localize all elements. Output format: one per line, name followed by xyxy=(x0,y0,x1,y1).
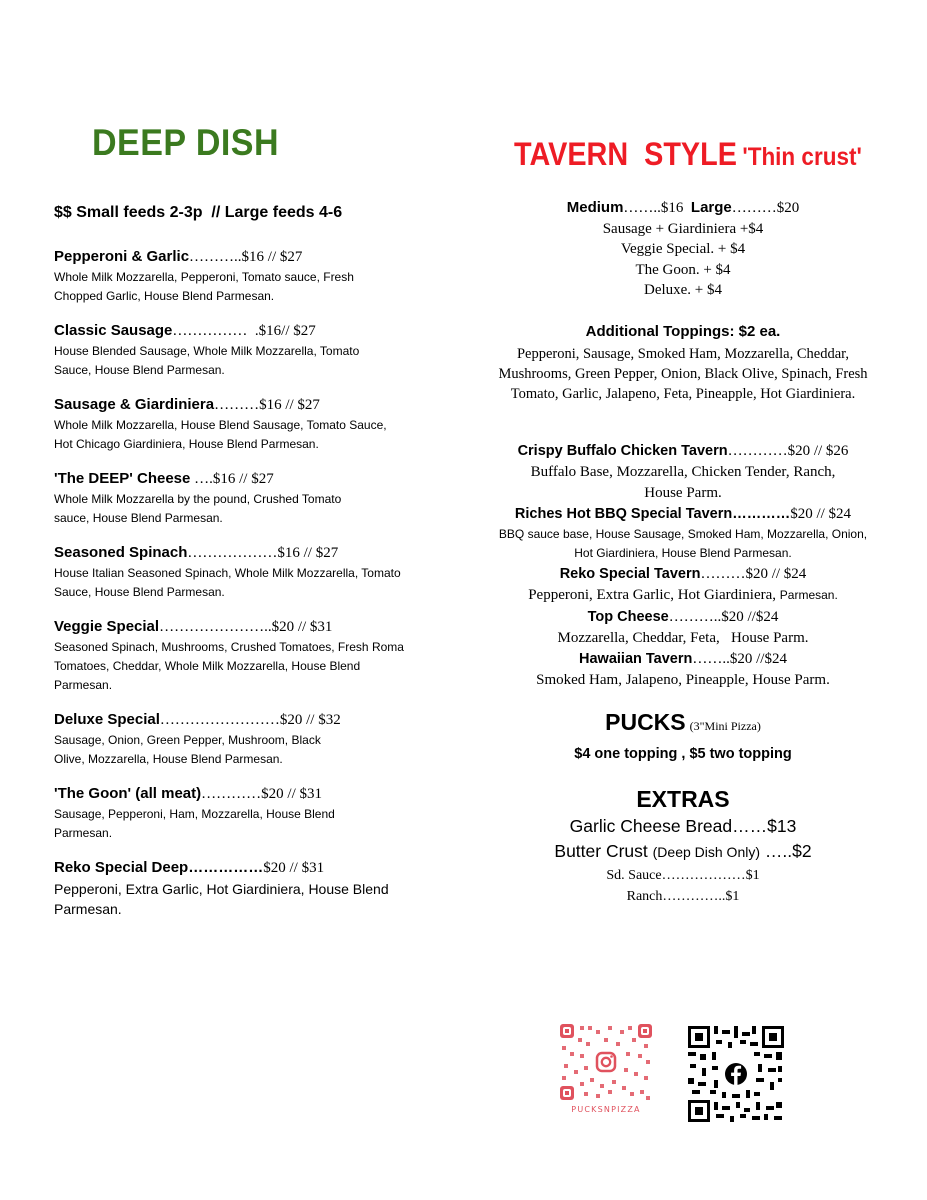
item-name: Reko Special Tavern xyxy=(559,566,701,582)
extras-garlic-bread: Garlic Cheese Bread……$13 xyxy=(569,816,797,836)
item-name: Pepperoni & Garlic xyxy=(54,248,190,265)
facebook-icon xyxy=(722,1060,750,1088)
item-price: ………$16 // $27 xyxy=(214,397,320,413)
item-price: …………… .$16// $27 xyxy=(172,323,316,339)
item-price: ………..$16 // $27 xyxy=(189,249,303,265)
additional-toppings xyxy=(488,320,878,404)
item-desc: Smoked Ham, Jalapeno, Pineapple, House Parm. xyxy=(536,672,830,688)
item-desc: Whole Milk Mozzarella, House Blend Sausage, Tomato Sauce, Hot Chicago Giardiniera, House Blend Parmesan. xyxy=(54,418,387,451)
tavern-item-top-cheese xyxy=(488,606,878,649)
pucks-section xyxy=(488,706,878,766)
item-price: …………$20 // $26 xyxy=(727,443,849,459)
item-price: ….$16 // $27 xyxy=(190,471,274,487)
item-desc: Whole Milk Mozzarella, Pepperoni, Tomato sauce, Fresh Chopped Garlic, House Blend Parmesan. xyxy=(54,270,354,303)
facebook-qr-code[interactable] xyxy=(688,1026,784,1122)
addon-line: Deluxe. + $4 xyxy=(643,282,723,298)
deep-item-veggie-special xyxy=(54,616,454,695)
tavern-item-hawaiian xyxy=(488,648,878,691)
addon-line: Veggie Special. + $4 xyxy=(620,241,746,257)
deep-item-deluxe-special xyxy=(54,709,454,769)
item-name: Crispy Buffalo Chicken Tavern xyxy=(517,443,728,459)
deep-item-seasoned-spinach xyxy=(54,542,454,602)
item-name: Reko Special Deep…………… xyxy=(54,859,264,876)
item-desc: House Blended Sausage, Whole Milk Mozzarella, Tomato Sauce, House Blend Parmesan. xyxy=(54,344,360,377)
item-desc: Seasoned Spinach, Mushrooms, Crushed Tomatoes, Fresh Roma Tomatoes, Cheddar, Whole Milk Mozzarella, House Blend Parmesan. xyxy=(54,640,404,692)
item-desc-main: Pepperoni, Extra Garlic, Hot Giardiniera, xyxy=(528,587,780,603)
pucks-pricing: $4 one topping , $5 two topping xyxy=(574,746,792,762)
instagram-handle: PUCKSNPIZZA xyxy=(571,1105,641,1114)
deep-dish-feeds: $$ Small feeds 2-3p // Large feeds 4-6 xyxy=(54,204,343,221)
large-price: ………$20 xyxy=(731,200,800,216)
additional-toppings-heading: Additional Toppings: $2 ea. xyxy=(585,323,781,340)
item-price: ………..$20 //$24 xyxy=(668,608,779,625)
tavern-subtitle: 'Thin crust' xyxy=(742,143,862,171)
extras-title: EXTRAS xyxy=(636,786,730,812)
item-desc: Mozzarella, Cheddar, Feta, House Parm. xyxy=(557,629,809,646)
item-desc: Sausage, Pepperoni, Ham, Mozzarella, House Blend Parmesan. xyxy=(54,807,335,840)
item-desc-small: Parmesan. xyxy=(779,588,838,602)
deep-item-reko-special xyxy=(54,857,454,919)
item-price: …………$20 // $31 xyxy=(201,786,322,802)
deep-dish-list xyxy=(54,246,454,933)
medium-label: Medium xyxy=(566,199,624,216)
tavern-item-buffalo xyxy=(488,440,878,503)
item-desc: Buffalo Base, Mozzarella, Chicken Tender, Ranch, House Parm. xyxy=(530,464,836,501)
item-desc: BBQ sauce base, House Sausage, Smoked Ham, Mozzarella, Onion, Hot Giardiniera, House Blend Parmesan. xyxy=(498,527,868,560)
addon-line: Sausage + Giardiniera +$4 xyxy=(602,220,764,237)
deep-item-pepperoni-garlic xyxy=(54,246,454,306)
item-price: ……………………$20 // $32 xyxy=(159,712,341,728)
item-name: Riches Hot BBQ Special Tavern………… xyxy=(514,506,791,522)
extras-ranch: Ranch…………..$1 xyxy=(626,889,740,904)
item-name: Hawaiian Tavern xyxy=(579,651,693,667)
item-name: Top Cheese xyxy=(587,608,669,625)
tavern-item-riches-bbq xyxy=(488,503,878,563)
item-desc: House Italian Seasoned Spinach, Whole Milk Mozzarella, Tomato Sauce, House Blend Parmesan. xyxy=(54,566,401,599)
tavern-title xyxy=(514,136,862,173)
pucks-title: PUCKS xyxy=(605,709,686,735)
item-price: ………$20 // $24 xyxy=(700,566,807,582)
deep-item-classic-sausage xyxy=(54,320,454,380)
instagram-qr-code[interactable] xyxy=(560,1024,652,1100)
item-desc: Whole Milk Mozzarella by the pound, Crushed Tomato sauce, House Blend Parmesan. xyxy=(54,492,342,525)
item-desc: Sausage, Onion, Green Pepper, Mushroom, Black Olive, Mozzarella, House Blend Parmesan. xyxy=(54,733,321,766)
instagram-icon xyxy=(594,1050,618,1074)
item-price: $20 // $24 xyxy=(790,506,852,522)
item-desc xyxy=(488,585,878,606)
tavern-item-reko xyxy=(488,563,878,606)
item-name: 'The DEEP' Cheese xyxy=(54,470,191,487)
item-name: Deluxe Special xyxy=(54,711,160,728)
item-price: …………………..$20 // $31 xyxy=(159,619,333,635)
butter-crust-price: …..$2 xyxy=(760,841,812,861)
addon-line: The Goon. + $4 xyxy=(635,261,731,278)
item-desc: Pepperoni, Extra Garlic, Hot Giardiniera, House Blend Parmesan. xyxy=(54,881,389,917)
item-name: Veggie Special xyxy=(54,618,160,635)
item-price: ……..$20 //$24 xyxy=(692,651,787,667)
item-name: Sausage & Giardiniera xyxy=(54,396,215,413)
item-price: ………………$16 // $27 xyxy=(187,545,339,561)
deep-item-deep-cheese xyxy=(54,468,454,528)
deep-item-sausage-giardiniera xyxy=(54,394,454,454)
deep-item-the-goon xyxy=(54,783,454,843)
medium-price: ……..$16 xyxy=(623,200,684,216)
deep-dish-title: DEEP DISH xyxy=(92,122,280,163)
item-name: Seasoned Spinach xyxy=(54,544,188,561)
butter-crust-label: Butter Crust xyxy=(554,841,653,861)
tavern-sizes xyxy=(488,198,878,301)
butter-crust-note: (Deep Dish Only) xyxy=(652,844,761,860)
tavern-specials xyxy=(488,440,878,691)
tavern-size-line xyxy=(488,198,878,219)
additional-toppings-list: Pepperoni, Sausage, Smoked Ham, Mozzarella, Cheddar, Mushrooms, Green Pepper, Onion, Black Olive, Spinach, Fresh Tomato, Garlic, Jalapeno, Feta, Pineapple, Hot Giardiniera. xyxy=(498,346,868,402)
extras-sd-sauce: Sd. Sauce………………$1 xyxy=(606,868,760,883)
large-label: Large xyxy=(690,199,732,216)
item-name: Classic Sausage xyxy=(54,322,173,339)
extras-section xyxy=(488,784,878,907)
item-price: $20 // $31 xyxy=(263,860,325,876)
item-name: 'The Goon' (all meat) xyxy=(54,785,202,802)
extras-butter-crust xyxy=(488,839,878,865)
pucks-note: (3"Mini Pizza) xyxy=(689,719,761,733)
tavern-title-main: TAVERN STYLE xyxy=(514,136,737,172)
